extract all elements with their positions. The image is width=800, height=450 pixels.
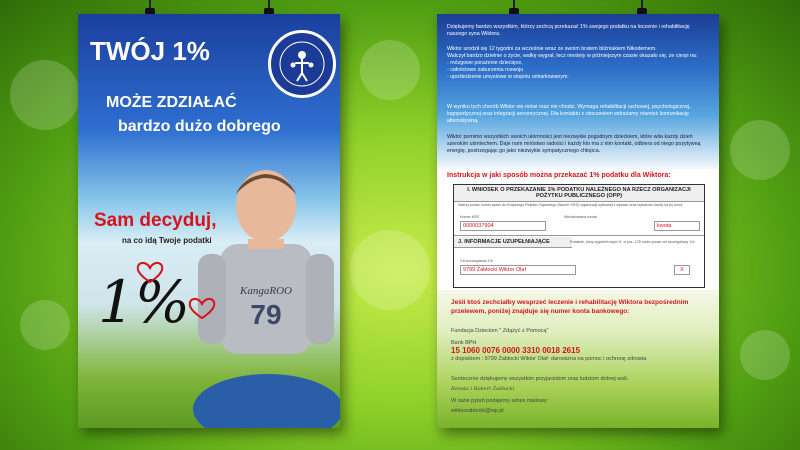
signature: Renata i Robert Żabłocki xyxy=(451,386,515,392)
shirt-number: 79 xyxy=(250,299,282,330)
appeal-text: Jeśli ktoś zechciałby wesprzeć leczenie i rehabilitację Wiktora bezpośrednim przelewem, poniżej znajduje się numer konta bankowego: xyxy=(451,299,689,315)
bokeh-light xyxy=(360,40,420,100)
goal-field: 9799 Żabłocki Wiktor Olaf xyxy=(460,265,576,275)
left-poster xyxy=(78,14,340,428)
bokeh-light xyxy=(10,60,80,130)
bokeh-light xyxy=(730,120,790,180)
foundation-logo xyxy=(268,30,336,98)
form-section2-note: Podatnik, który wypełnił część H, w poz. 125 może podać cel szczegółowy 1%. xyxy=(570,240,696,244)
story-paragraph xyxy=(447,46,709,81)
poster-subtitle-line2: bardzo dużo dobrego xyxy=(118,118,281,135)
bokeh-light xyxy=(740,330,790,380)
instruction-heading: Instrukcja w jaki sposób można przekazać 1% podatku dla Wiktora: xyxy=(447,172,671,179)
poster-subtitle-line1: MOŻE ZDZIAŁAĆ xyxy=(106,94,237,111)
heart-icons xyxy=(130,252,230,332)
bokeh-light xyxy=(20,300,70,350)
diagnosis-item: - całościowe zaburzenia rozwoju xyxy=(447,67,524,73)
form-section1-title: I. WNIOSEK O PRZEKAZANIE 1% PODATKU NALEŻNEGO NA RZECZ ORGANIZACJI POŻYTKU PUBLICZNEGO (OPP) xyxy=(454,185,704,202)
krs-field: 0000037904 xyxy=(460,221,546,231)
bank-name: Bank BPH xyxy=(451,340,477,346)
shirt-text: KangaROO xyxy=(240,285,292,297)
amount-field: kwota xyxy=(654,221,700,231)
poster-title: TWÓJ 1% xyxy=(90,36,210,66)
bokeh-light xyxy=(350,230,430,310)
email-address: wiktorzablocki@wp.pl xyxy=(451,408,504,414)
story-line: Walczył bardzo dzielnie o życie, walkę wygrał, lecz niestety w późniejszym czasie okazało się, że cierpi na: xyxy=(447,53,698,59)
amount-label: Wnioskowana kwota xyxy=(564,215,597,219)
diagnosis-item: - mózgowe porażenie dziecięce, xyxy=(447,60,523,66)
big-percent: 1% xyxy=(98,268,191,336)
form-section1-note: Należy podać numer wpisu do Krajowego Rejestru Sądowego (Numer KRS) organizacji wybranej z wykazu oraz wysokość kwoty na jej rzecz. xyxy=(458,203,684,207)
krs-label: Numer KRS xyxy=(460,215,480,219)
tax-form xyxy=(453,184,705,288)
thanks-paragraph: Dziękujemy bardzo wszystkim, którzy zechcą przekazać 1% swojego podatku na leczenie i rehabilitację naszego syna Wiktora. xyxy=(447,24,690,37)
account-number: 15 1060 0076 0000 3310 0018 2615 xyxy=(451,346,581,355)
right-poster xyxy=(437,14,719,428)
goal-label: Cel szczegółowy 1% xyxy=(460,259,493,263)
personality-paragraph: Wiktor pomimo wszystkich swoich ułomności jest niezwykle pogodnym dzieckiem, które wita każdy dzień szerokim uśmiechem. Daje nam mnóstwo radości i każdy kto ma z nim kontakt, odbiera od niego pozytywną energię, postrzegając go jako niezwykle sympatycznego chłopca. xyxy=(447,134,701,154)
decide-subtext: na co idą Twoje podatki xyxy=(122,236,212,245)
therapy-paragraph: W wyniku tych chorób Wiktor nie mówi oraz nie chodzi. Wymaga rehabilitacji ruchowej, psychologicznej, logopedycznej oraz integracji sensorycznej. Dla kontaktu z otoczeniem wdrażamy również komunikację alternatywną. xyxy=(447,104,691,124)
consent-checkbox: X xyxy=(674,265,690,275)
form-section2-title: J. INFORMACJE UZUPEŁNIAJĄCE xyxy=(454,237,572,248)
thanks-text: Serdecznie dziękujemy wszystkim przyjaciołom oraz ludziom dobrej woli. xyxy=(451,376,629,382)
foundation-name: Fundacja Dzieciom " Zdążyć z Pomocą" xyxy=(451,328,549,334)
contact-text: W razie pytań podajemy adres mailowy: xyxy=(451,398,549,404)
story-line: Wiktor urodził się 12 tygodni za wcześnie wraz ze swoim bratem bliźniakiem Nikodemem. xyxy=(447,46,657,52)
diagnosis-item: - upośledzenie umysłowe w stopniu umiarkowanym. xyxy=(447,74,569,80)
decide-text: Sam decyduj, xyxy=(94,210,217,231)
account-note: z dopiskiem : 9799 Żabłocki Wiktor Olaf- darowizna na pomoc i ochronę zdrowia xyxy=(451,356,647,362)
